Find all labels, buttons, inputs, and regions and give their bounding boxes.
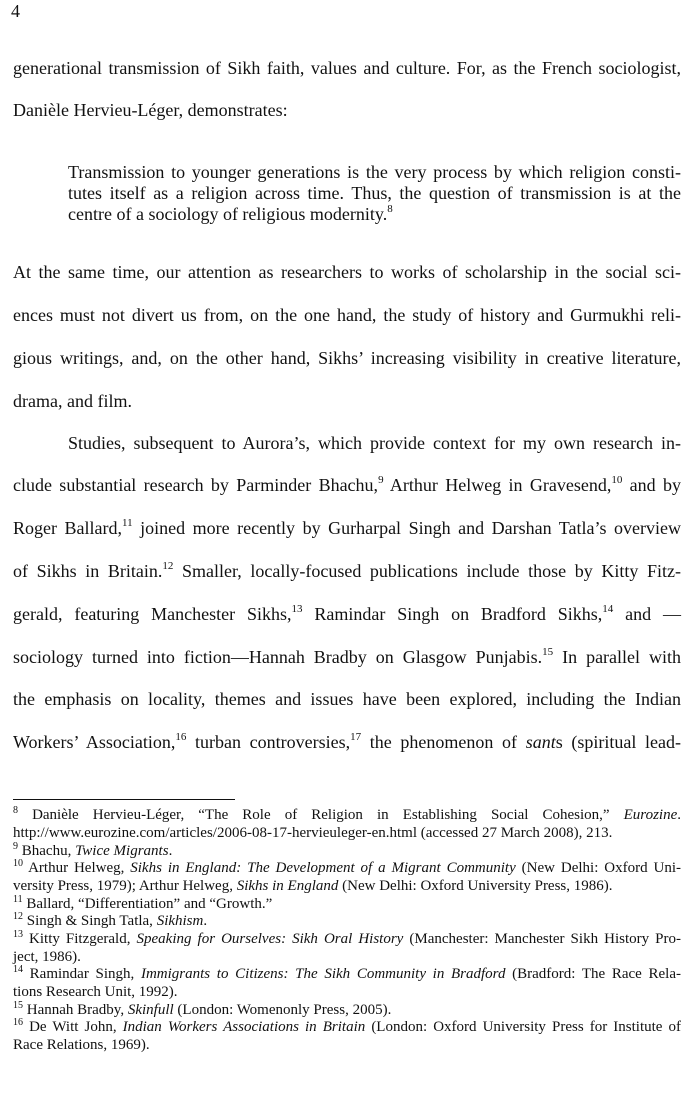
footnote: tions Research Unit, 1992). bbox=[13, 984, 178, 1000]
footnote: ject, 1986). bbox=[13, 949, 81, 965]
footnote-ref: 14 bbox=[602, 603, 614, 615]
body-line: Workers’ Association,$^{16}$ turban controversies,$^{17}$ the phenomenon of sants (spiritual lead- bbox=[13, 731, 681, 752]
footnote-separator bbox=[13, 799, 235, 800]
footnote-ref: 15 bbox=[542, 646, 554, 658]
body-line: Roger Ballard,$^{11}$ joined more recently by Gurharpal Singh and Darshan Tatla’s overview bbox=[13, 517, 681, 538]
footnote: versity Press, 1979); Arthur Helweg, Sikhs in England (New Delhi: Oxford University Press, 1986). bbox=[13, 878, 613, 894]
body-line: ences must not divert us from, on the one hand, the study of history and Gurmukhi reli- bbox=[13, 305, 681, 325]
body-line: Danièle Hervieu-Léger, demonstrates: bbox=[13, 100, 288, 120]
block-quote-line: tutes itself as a religion across time. Thus, the question of transmission is at the bbox=[68, 183, 681, 203]
body-line: the emphasis on locality, themes and issues have been explored, including the Indian bbox=[13, 689, 681, 709]
footnote-ref: 16 bbox=[175, 731, 187, 743]
body-line: drama, and film. bbox=[13, 391, 132, 411]
block-quote-line: centre of a sociology of religious modernity.$^8$ bbox=[68, 203, 393, 224]
footnote-ref: 17 bbox=[350, 731, 362, 743]
footnote-ref: 9 bbox=[378, 474, 384, 486]
footnote-ref: 10 bbox=[611, 474, 623, 486]
footnote: $^{14}$ Ramindar Singh, Immigrants to Citizens: The Sikh Community in Bradford (Bradford: The Race Rela- bbox=[13, 964, 681, 982]
footnote-url[interactable]: http://www.eurozine.com/articles/2006-08-17-hervieuleger-en.html (accessed 27 March 2008), 213. bbox=[13, 825, 613, 841]
footnote: $^8$ Danièle Hervieu-Léger, “The Role of Religion in Establishing Social Cohesion,” Eurozine. bbox=[13, 805, 681, 823]
block-quote-line: Transmission to younger generations is the very process by which religion consti- bbox=[68, 162, 681, 182]
footnote-ref: 13 bbox=[291, 603, 303, 615]
body-line: gious writings, and, on the other hand, Sikhs’ increasing visibility in creative literature, bbox=[13, 348, 681, 368]
body-line: At the same time, our attention as researchers to works of scholarship in the social sci- bbox=[13, 262, 681, 282]
body-line: sociology turned into fiction—Hannah Bradby on Glasgow Punjabis.$^{15}$ In parallel with bbox=[13, 646, 681, 667]
footnote-ref: 11 bbox=[121, 517, 133, 529]
page-number: 4 bbox=[11, 1, 20, 21]
body-line: of Sikhs in Britain.$^{12}$ Smaller, locally-focused publications include those by Kitty Fitz- bbox=[13, 560, 681, 581]
footnote: $^{15}$ Hannah Bradby, Skinfull (London: Womenonly Press, 2005). bbox=[13, 1000, 392, 1018]
body-line: generational transmission of Sikh faith, values and culture. For, as the French sociologist, bbox=[13, 58, 681, 78]
footnote: Race Relations, 1969). bbox=[13, 1037, 150, 1053]
footnote: $^{13}$ Kitty Fitzgerald, Speaking for Ourselves: Sikh Oral History (Manchester: Manchester Sikh History Pro- bbox=[13, 929, 681, 947]
footnote: $^{16}$ De Witt John, Indian Workers Associations in Britain (London: Oxford University Press for Institute of bbox=[13, 1017, 681, 1035]
body-line: gerald, featuring Manchester Sikhs,$^{13}$ Ramindar Singh on Bradford Sikhs,$^{14}$ and — bbox=[13, 603, 681, 624]
footnote: $^{12}$ Singh & Singh Tatla, Sikhism. bbox=[13, 911, 208, 929]
footnote: $^9$ Bhachu, Twice Migrants. bbox=[13, 841, 173, 859]
body-line: clude substantial research by Parminder Bhachu,$^9$ Arthur Helweg in Gravesend,$^{10}$ and by bbox=[13, 474, 681, 495]
footnote: $^{10}$ Arthur Helweg, Sikhs in England: The Development of a Migrant Community (New Delhi: Oxford Uni- bbox=[13, 858, 681, 876]
footnote-ref: 8 bbox=[387, 203, 393, 215]
body-line: Studies, subsequent to Aurora’s, which provide context for my own research in- bbox=[68, 433, 681, 453]
footnote-ref: 12 bbox=[162, 560, 174, 572]
footnote: $^{11}$ Ballard, “Differentiation” and “Growth.” bbox=[13, 894, 273, 912]
